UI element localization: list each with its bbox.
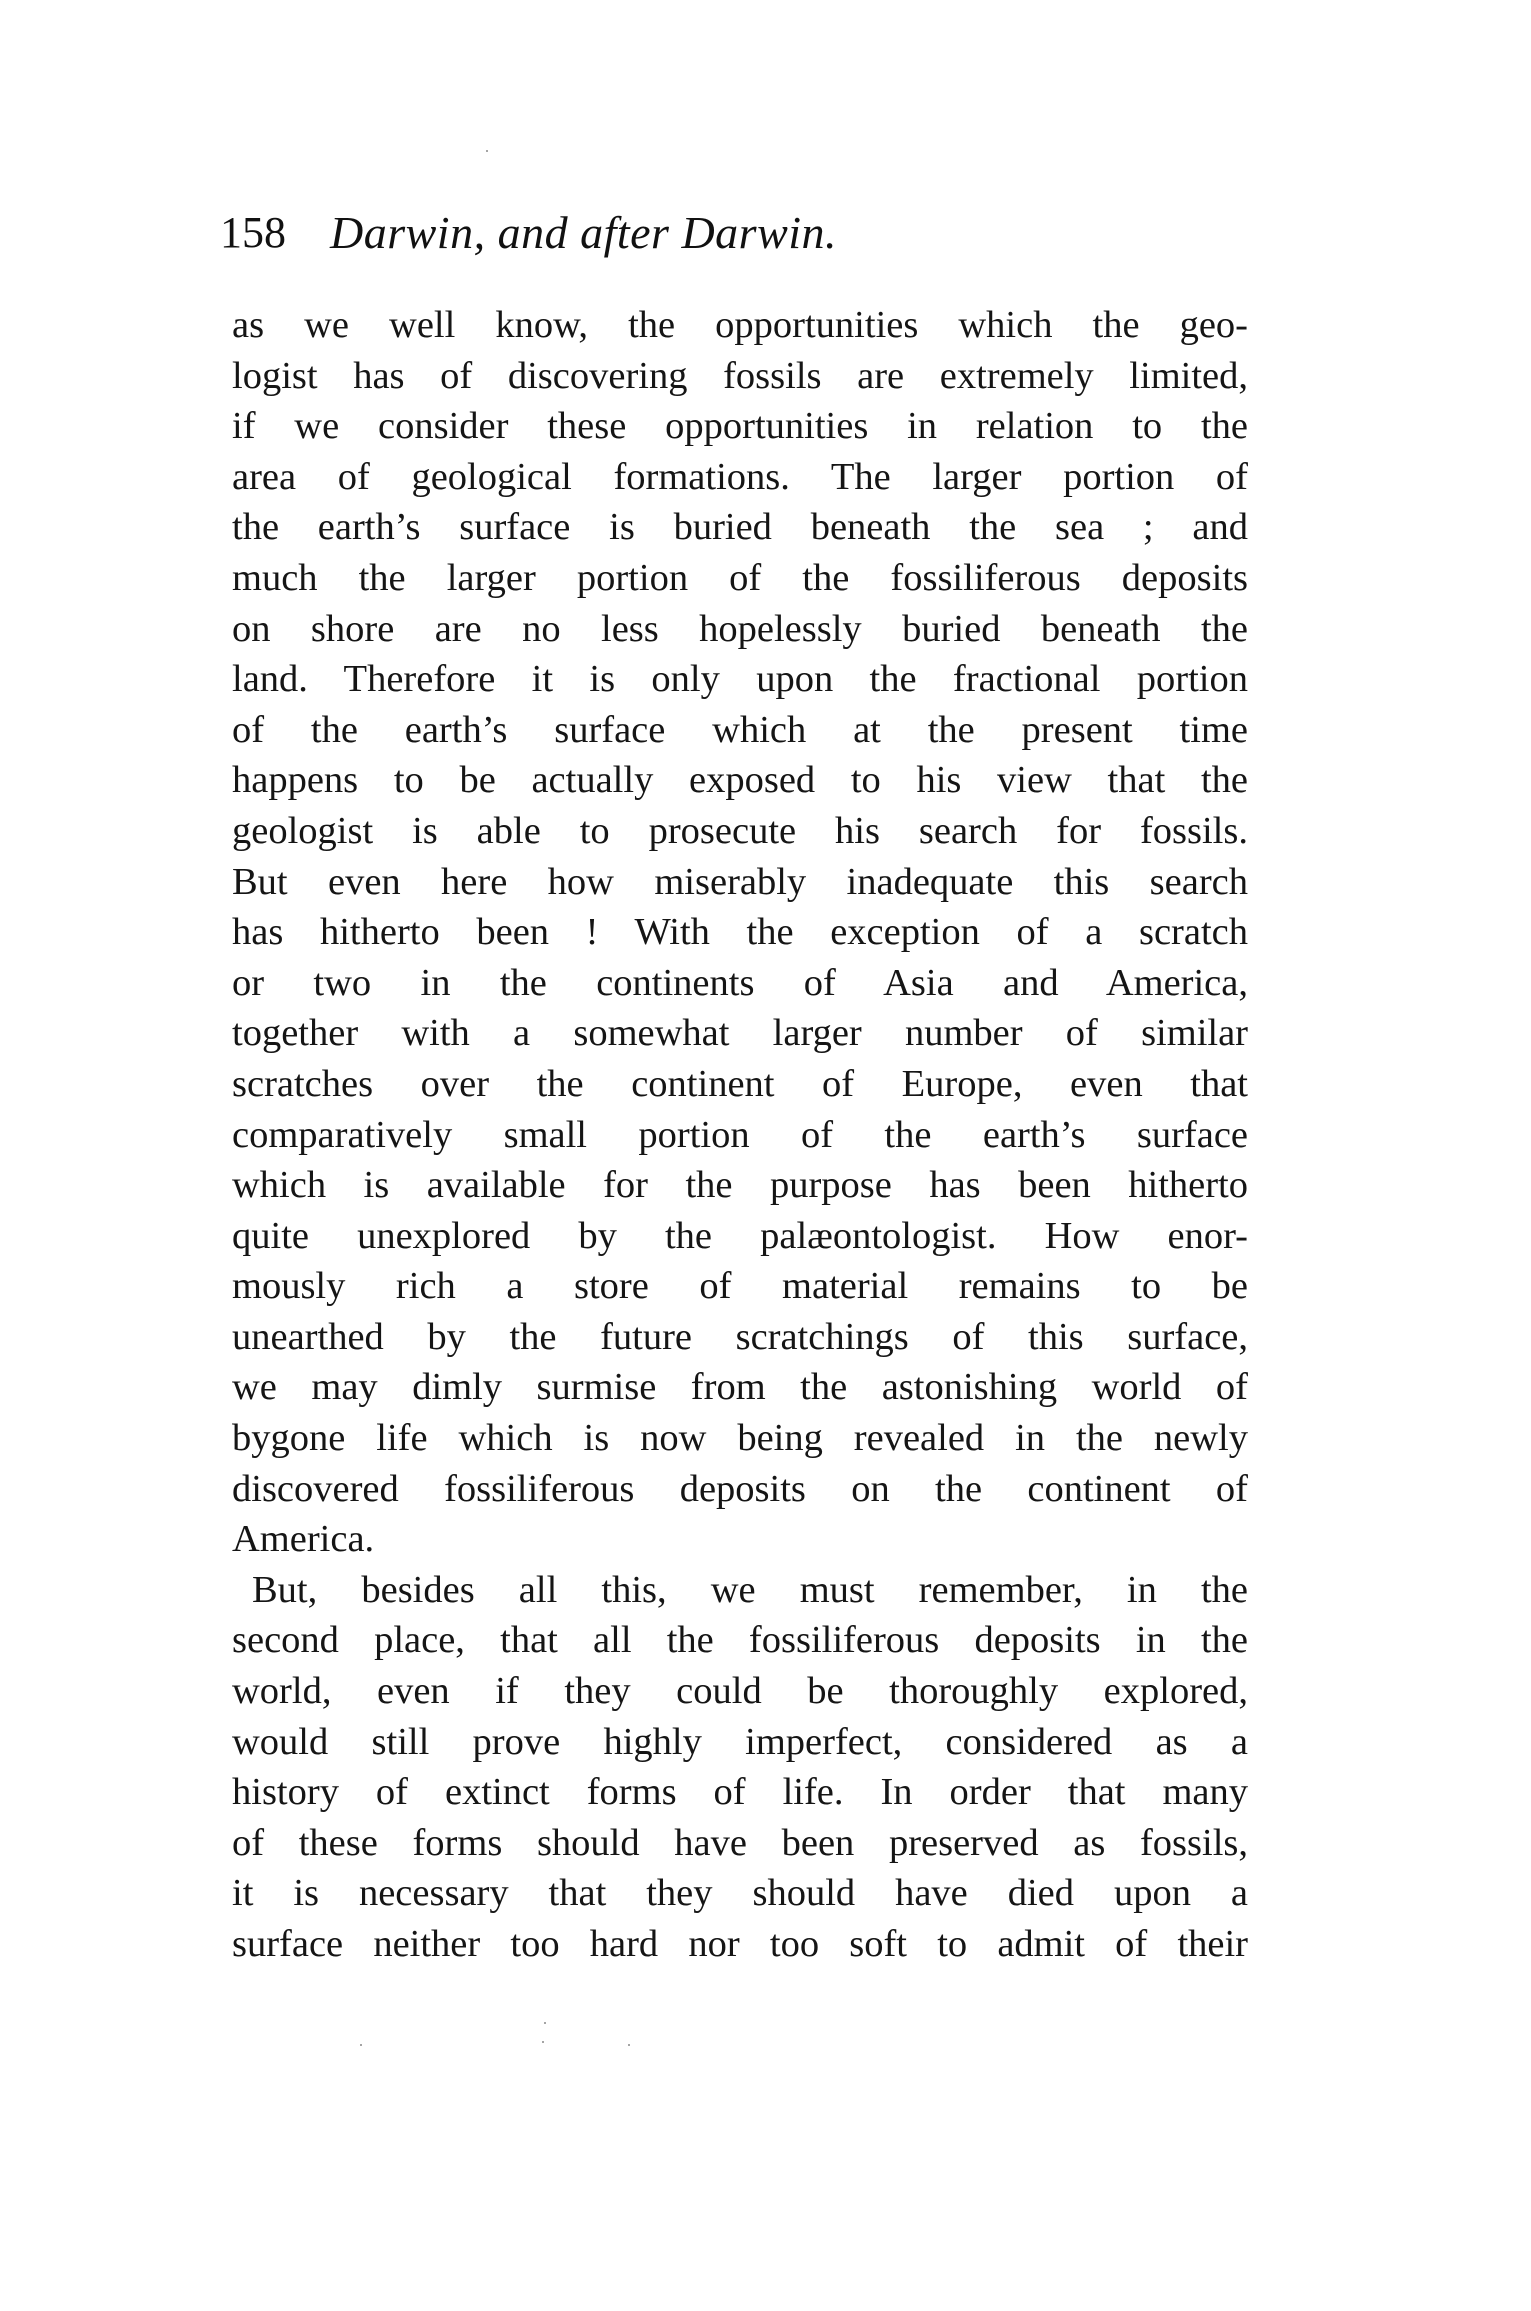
text-line: area of geological formations. The larger portion of [232,455,1248,498]
text-line: happens to be actually exposed to his view that the [232,759,1248,802]
text-line: mously rich a store of material remains to be [232,1265,1248,1308]
text-line: surface neither too hard nor too soft to admit of their [232,1923,1248,1965]
text-line: much the larger portion of the fossiliferous deposits [232,556,1248,599]
text-line: as we well know, the opportunities which the geo- [232,304,1248,346]
text-line: would still prove highly imperfect, considered as a [232,1720,1248,1763]
text-line: scratches over the continent of Europe, even that [232,1062,1248,1105]
running-title: Darwin, and after Darwin. [330,207,838,258]
text-line: bygone life which is now being revealed in the newly [232,1417,1248,1460]
text-line: geologist is able to prosecute his search for fossils. [232,809,1248,852]
text-line: the earth’s surface is buried beneath the sea ; and [232,506,1248,549]
text-line: if we consider these opportunities in relation to the [232,405,1248,448]
text-line: land. Therefore it is only upon the fractional portion [232,658,1248,701]
text-line: of the earth’s surface which at the present time [232,708,1248,751]
text-line: unearthed by the future scratchings of this surface, [232,1315,1248,1358]
text-line: America. [232,1518,375,1561]
text-line: quite unexplored by the palæontologist. How enor- [232,1214,1248,1257]
text-line: world, even if they could be thoroughly explored, [232,1670,1248,1713]
paragraph-1 [232,300,1248,1565]
body-text [232,300,1248,1970]
text-line: discovered fossiliferous deposits on the continent of [232,1467,1248,1510]
text-line: has hitherto been ! With the exception of a scratch [232,911,1248,954]
text-line: logist has of discovering fossils are extremely limited, [232,354,1248,397]
text-line: But, besides all this, we must remember, in the [252,1568,1248,1611]
text-line: But even here how miserably inadequate this search [232,860,1248,903]
text-line: we may dimly surmise from the astonishing world of [232,1366,1248,1409]
running-header [220,198,1250,268]
text-line: history of extinct forms of life. In order that many [232,1771,1248,1814]
page-number: 158 [220,208,286,257]
text-line: comparatively small portion of the earth’s surface [232,1113,1248,1156]
text-line: which is available for the purpose has been hitherto [232,1164,1248,1207]
text-line: together with a somewhat larger number of similar [232,1012,1248,1055]
text-line: on shore are no less hopelessly buried beneath the [232,607,1248,650]
text-line: second place, that all the fossiliferous deposits in the [232,1619,1248,1662]
text-line: of these forms should have been preserved as fossils, [232,1821,1248,1864]
text-line: it is necessary that they should have died upon a [232,1872,1248,1915]
paragraph-2 [232,1565,1248,1970]
text-line: or two in the continents of Asia and America, [232,961,1248,1004]
